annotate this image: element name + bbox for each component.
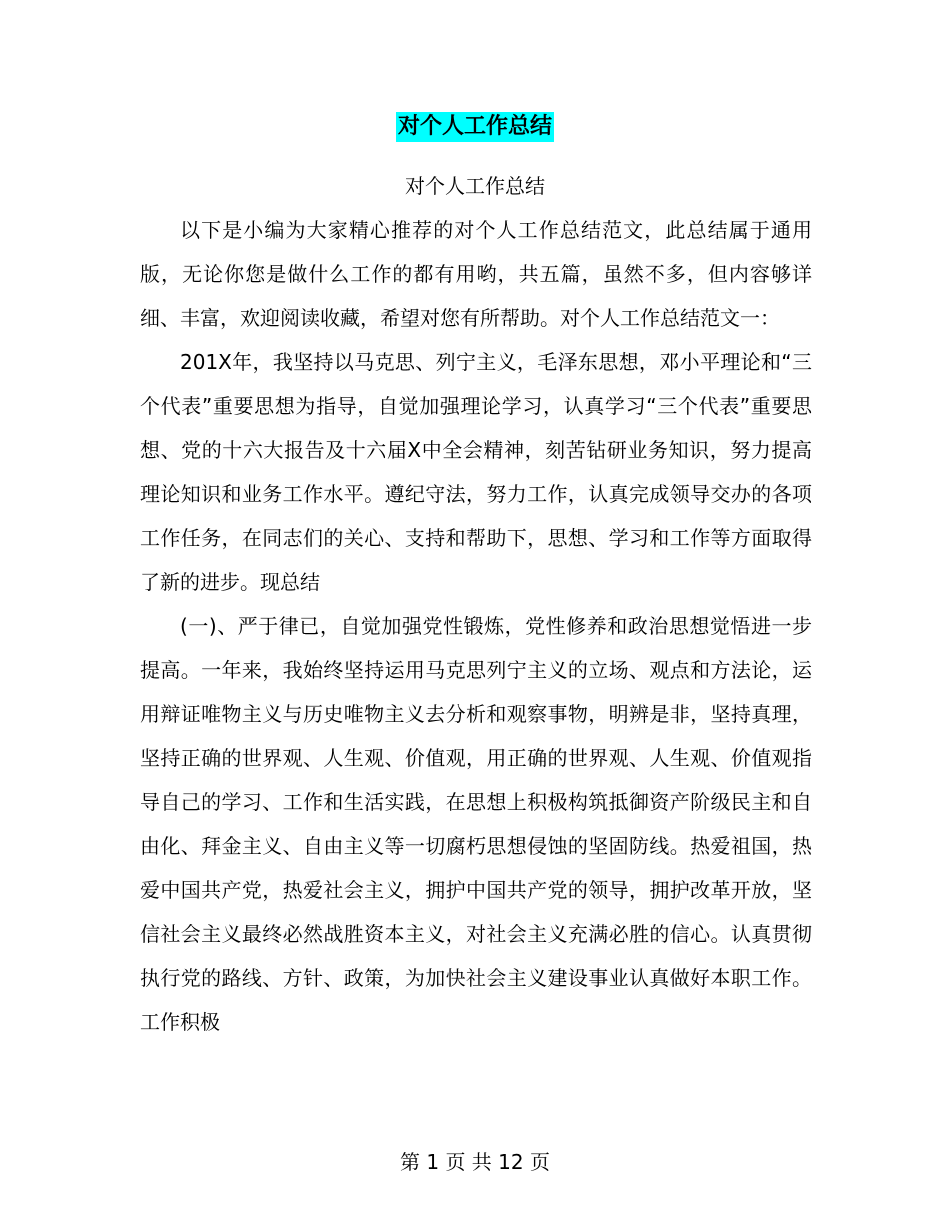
- document-title: 对个人工作总结: [396, 112, 554, 142]
- paragraph-intro: 以下是小编为大家精心推荐的对个人工作总结范文，此总结属于通用版，无论你您是做什么工作的都有用哟，共五篇，虽然不多，但内容够详细、丰富，欢迎阅读收藏，希望对您有所帮助。对个人工作总结范文一：: [140, 218, 812, 330]
- paragraph-section-one: (一)、严于律已，自觉加强党性锻炼，党性修养和政治思想觉悟进一步提高。一年来，我始终坚持运用马克思列宁主义的立场、观点和方法论，运用辩证唯物主义与历史唯物主义去分析和观察事物，明辨是非，坚持真理，坚持正确的世界观、人生观、价值观，用正确的世界观、人生观、价值观指导自己的学习、工作和生活实践，在思想上积极构筑抵御资产阶级民主和自由化、拜金主义、自由主义等一切腐朽思想侵蚀的坚固防线。热爱祖国，热爱中国共产党，热爱社会主义，拥护中国共产党的领导，拥护改革开放，坚信社会主义最终必然战胜资本主义，对社会主义充满必胜的信心。认真贯彻执行党的路线、方针、政策，为加快社会主义建设事业认真做好本职工作。工作积极: [140, 614, 812, 1034]
- page-number-footer: 第 1 页 共 12 页: [400, 1150, 550, 1174]
- title-row: [0, 112, 950, 142]
- document-body: [140, 208, 812, 1044]
- document-subtitle: 对个人工作总结: [405, 174, 545, 198]
- paragraph-overview: 201X年，我坚持以马克思、列宁主义，毛泽东思想，邓小平理论和“三个代表”重要思想为指导，自觉加强理论学习，认真学习“三个代表”重要思想、党的十六大报告及十六届Ⅹ中全会精神，刻苦钻研业务知识，努力提高理论知识和业务工作水平。遵纪守法，努力工作，认真完成领导交办的各项工作任务，在同志们的关心、支持和帮助下，思想、学习和工作等方面取得了新的进步。现总结: [140, 350, 812, 594]
